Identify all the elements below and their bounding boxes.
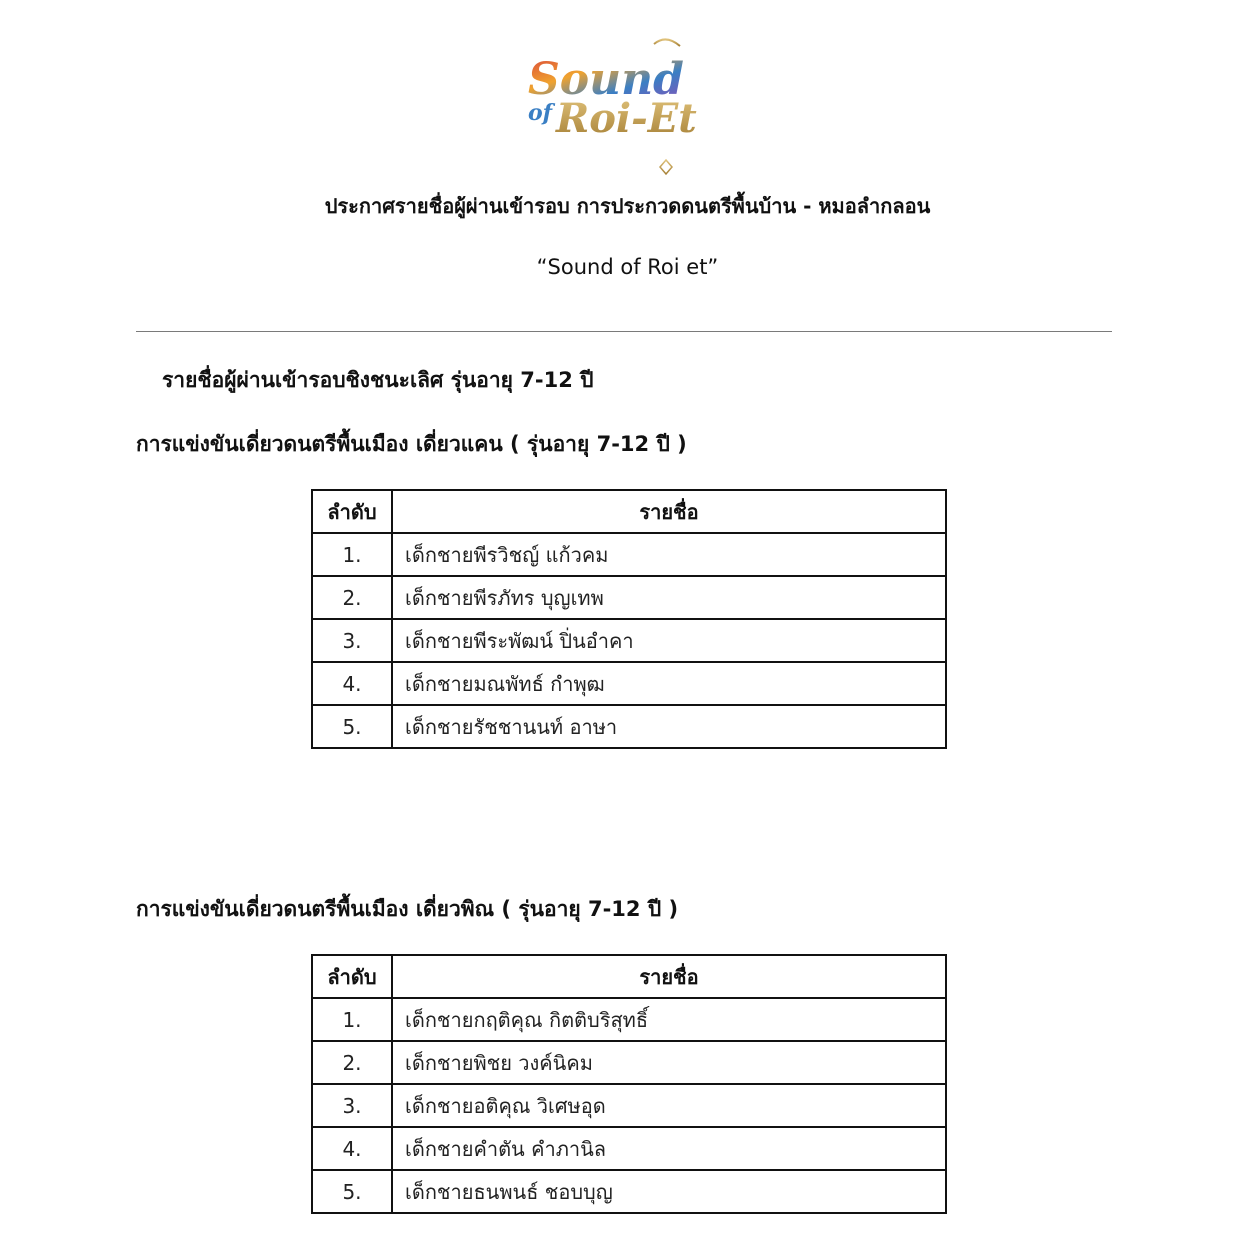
section-heading: รายชื่อผู้ผ่านเข้ารอบชิงชนะเลิศ รุ่นอายุ 7-12 ปี	[162, 368, 594, 392]
table-row	[312, 576, 946, 619]
logo-graphic	[520, 36, 700, 186]
table-row	[312, 1041, 946, 1084]
contestant-name: เด็กชายกฤติคุณ กิตติบริสุทธิ์	[392, 998, 946, 1041]
announcement-title: ประกาศรายชื่อผู้ผ่านเข้ารอบ การประกวดดนตรีพื้นบ้าน - หมอลำกลอน	[324, 194, 931, 218]
column-header-order: ลำดับ	[312, 490, 392, 533]
contestant-name: เด็กชายมณพัทธ์ กำพุฒ	[392, 662, 946, 705]
event-name: “Sound of Roi et”	[536, 255, 719, 279]
contestant-name: เด็กชายพิชย วงค์นิคม	[392, 1041, 946, 1084]
contestant-name: เด็กชายพีรวิชญ์ แก้วคม	[392, 533, 946, 576]
contestant-name: เด็กชายธนพนธ์ ชอบบุญ	[392, 1170, 946, 1213]
row-number: 1.	[312, 998, 392, 1041]
results-table-phin	[311, 954, 947, 1214]
row-number: 5.	[312, 705, 392, 748]
row-number: 5.	[312, 1170, 392, 1213]
contest-title-khaen: การแข่งขันเดี่ยวดนตรีพื้นเมือง เดี่ยวแคน ( รุ่นอายุ 7-12 ปี )	[136, 432, 687, 456]
table-row	[312, 533, 946, 576]
row-number: 3.	[312, 1084, 392, 1127]
table-row	[312, 662, 946, 705]
row-number: 4.	[312, 662, 392, 705]
column-header-order: ลำดับ	[312, 955, 392, 998]
table-header-row	[312, 955, 946, 998]
table-row	[312, 1084, 946, 1127]
logo-word-roi-et: Roi-Et	[556, 95, 697, 142]
contestant-name: เด็กชายรัชชานนท์ อาษา	[392, 705, 946, 748]
results-table-khaen	[311, 489, 947, 749]
contestant-name: เด็กชายคำตัน คำภานิล	[392, 1127, 946, 1170]
table-row	[312, 1127, 946, 1170]
row-number: 3.	[312, 619, 392, 662]
contestant-name: เด็กชายพีรภัทร บุญเทพ	[392, 576, 946, 619]
column-header-name: รายชื่อ	[392, 955, 946, 998]
table-header-row	[312, 490, 946, 533]
table-row	[312, 998, 946, 1041]
contest-title-phin: การแข่งขันเดี่ยวดนตรีพื้นเมือง เดี่ยวพิณ ( รุ่นอายุ 7-12 ปี )	[136, 897, 679, 921]
row-number: 2.	[312, 1041, 392, 1084]
logo-word-of: of	[528, 100, 553, 126]
table-row	[312, 619, 946, 662]
column-header-name: รายชื่อ	[392, 490, 946, 533]
sound-of-roi-et-logo	[520, 36, 700, 186]
divider-line	[136, 331, 1112, 332]
row-number: 1.	[312, 533, 392, 576]
contestant-name: เด็กชายอติคุณ วิเศษอุด	[392, 1084, 946, 1127]
contestant-name: เด็กชายพีระพัฒน์ ปิ่นอำคา	[392, 619, 946, 662]
table-row	[312, 705, 946, 748]
logo-word-sound: Sound	[528, 54, 684, 105]
row-number: 2.	[312, 576, 392, 619]
table-row	[312, 1170, 946, 1213]
row-number: 4.	[312, 1127, 392, 1170]
